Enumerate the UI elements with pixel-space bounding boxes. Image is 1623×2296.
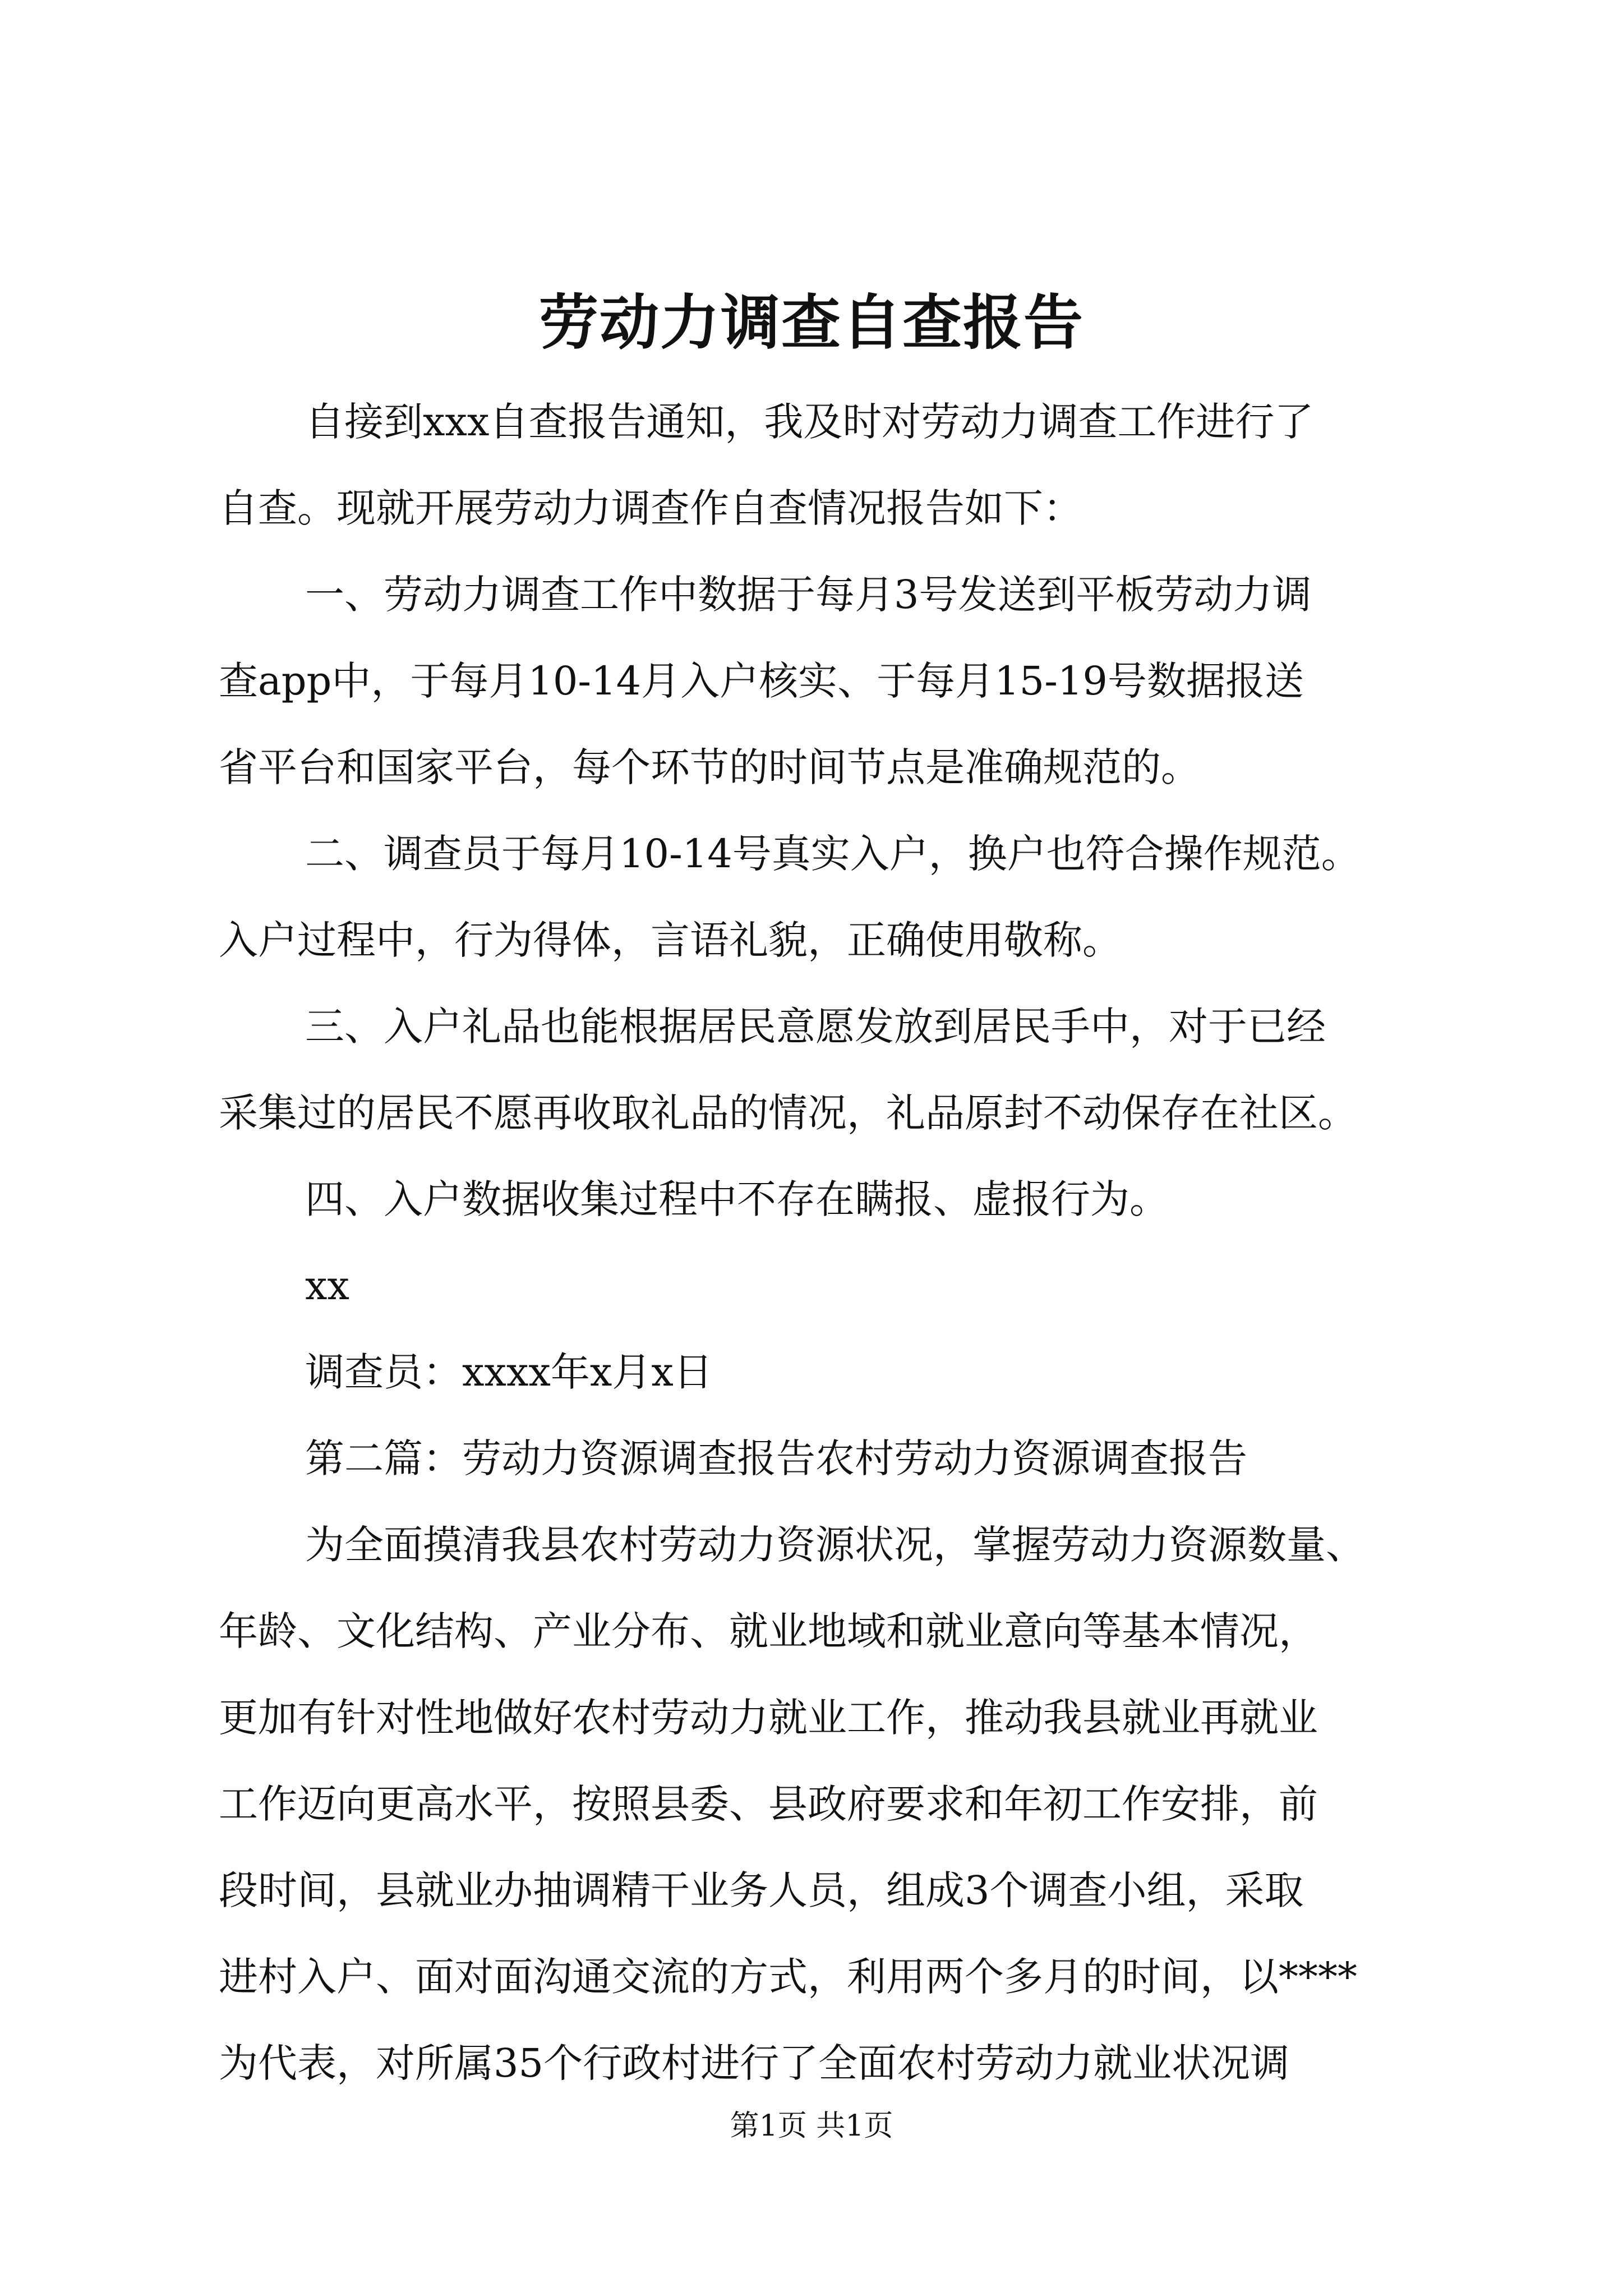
body-line: 段时间，县就业办抽调精干业务人员，组成3个调查小组，采取 bbox=[219, 1867, 1304, 1913]
body-line: 为代表，对所属35个行政村进行了全面农村劳动力就业状况调 bbox=[219, 2040, 1290, 2086]
body-line: 工作迈向更高水平，按照县委、县政府要求和年初工作安排，前 bbox=[219, 1781, 1318, 1827]
body-line: 调查员：xxxx年x月x日 bbox=[305, 1349, 713, 1395]
body-line: 进村入户、面对面沟通交流的方式，利用两个多月的时间，以**** bbox=[219, 1954, 1357, 2000]
body-line: 采集过的居民不愿再收取礼品的情况，礼品原封不动保存在社区。 bbox=[219, 1090, 1357, 1136]
page-footer: 第1页 共1页 bbox=[730, 2109, 893, 2143]
section-heading: 第二篇：劳动力资源调查报告农村劳动力资源调查报告 bbox=[305, 1435, 1247, 1481]
body-line: 自接到xxx自查报告通知，我及时对劳动力调查工作进行了 bbox=[305, 399, 1314, 445]
body-line: 为全面摸清我县农村劳动力资源状况，掌握劳动力资源数量、 bbox=[305, 1522, 1365, 1568]
body-line: 三、入户礼品也能根据居民意愿发放到居民手中，对于已经 bbox=[305, 1004, 1326, 1050]
body-line: 入户过程中，行为得体，言语礼貌，正确使用敬称。 bbox=[219, 917, 1122, 963]
body-line: 二、调查员于每月10-14号真实入户，换户也符合操作规范。 bbox=[305, 831, 1361, 877]
body-line: xx bbox=[305, 1263, 349, 1309]
body-line: 年龄、文化结构、产业分布、就业地域和就业意向等基本情况， bbox=[219, 1608, 1318, 1654]
body-line: 省平台和国家平台，每个环节的时间节点是准确规范的。 bbox=[219, 744, 1200, 790]
body-line: 查app中，于每月10-14月入户核实、于每月15-19号数据报送 bbox=[219, 658, 1304, 704]
body-line: 一、劳动力调查工作中数据于每月3号发送到平板劳动力调 bbox=[305, 572, 1312, 618]
document-body bbox=[219, 379, 1413, 2106]
body-line: 四、入户数据收集过程中不存在瞒报、虚报行为。 bbox=[305, 1176, 1169, 1222]
body-line: 自查。现就开展劳动力调查作自查情况报告如下： bbox=[219, 485, 1082, 531]
document-title: 劳动力调查自查报告 bbox=[539, 287, 1084, 357]
body-line: 更加有针对性地做好农村劳动力就业工作，推动我县就业再就业 bbox=[219, 1695, 1318, 1741]
